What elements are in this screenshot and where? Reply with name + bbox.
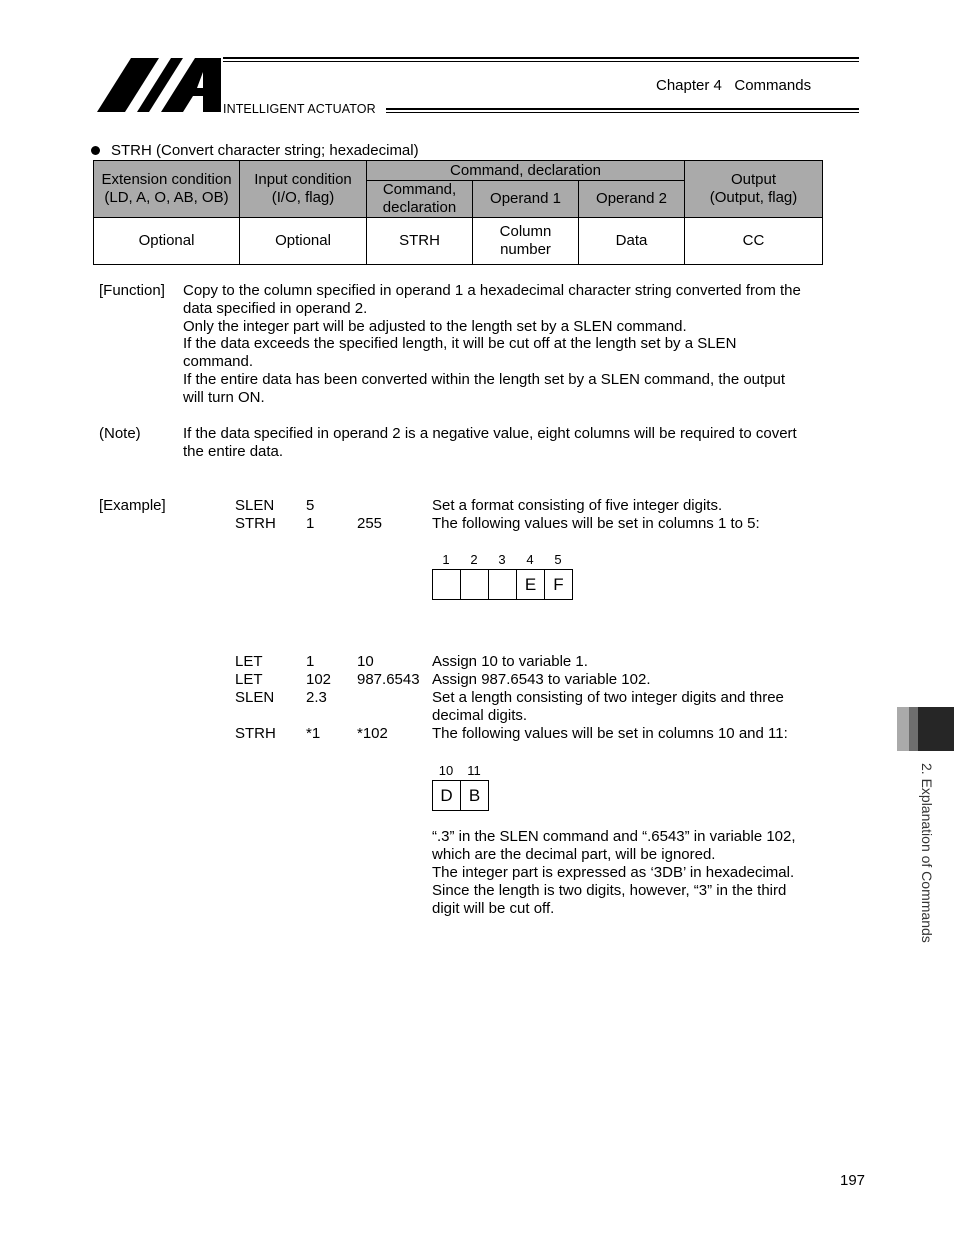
operand1-header: Operand 1 xyxy=(473,181,579,218)
code-op2: *102 xyxy=(357,725,388,742)
code-line: STRH xyxy=(235,515,276,532)
column-numbers: 10 11 xyxy=(438,763,481,778)
header-rule xyxy=(386,108,859,110)
side-tab-marker xyxy=(897,707,909,751)
column-cell xyxy=(460,569,489,600)
code-op1: *1 xyxy=(306,725,321,742)
example-label: [Example] xyxy=(99,497,166,514)
side-tab-label: 2. Explanation of Commands xyxy=(919,763,935,943)
code-desc: Set a length consisting of two integer digits and three xyxy=(432,689,784,706)
operand1-value: Column number xyxy=(473,218,579,265)
code-line: LET xyxy=(235,653,263,670)
brand-name: INTELLIGENT ACTUATOR xyxy=(223,102,376,116)
column-cell: E xyxy=(516,569,545,600)
column-cell: B xyxy=(460,780,489,811)
operand2-value: Data xyxy=(579,218,685,265)
code-op1: 1 xyxy=(306,653,315,670)
code-line: STRH xyxy=(235,725,276,742)
note-label: (Note) xyxy=(99,425,141,442)
column-grid-2 xyxy=(432,763,489,811)
code-op1: 5 xyxy=(306,497,315,514)
code-op2: 10 xyxy=(357,653,374,670)
command-spec-table xyxy=(93,160,823,265)
column-cell: D xyxy=(432,780,461,811)
code-op2: 255 xyxy=(357,515,383,532)
code-desc: decimal digits. xyxy=(432,707,528,724)
bullet-icon xyxy=(91,146,100,155)
code-desc: Assign 987.6543 to variable 102. xyxy=(432,671,651,688)
output-header: Output (Output, flag) xyxy=(685,161,823,218)
side-tab-marker xyxy=(909,707,918,751)
extension-value: Optional xyxy=(94,218,240,265)
command-value: STRH xyxy=(367,218,473,265)
code-desc: The following values will be set in columns 10 and 11: xyxy=(432,725,788,742)
function-text: Copy to the column specified in operand 1 a hexadecimal character string converted from the data specified in operand 2. Only the integer part will be adjusted to the length set by a SLEN command. If the data exceeds the specified length, it will be cut off at the length set by a SLEN command. If the entire data has been converted within the length set by a SLEN command, the output will turn ON. xyxy=(183,282,801,406)
input-condition-header: Input condition (I/O, flag) xyxy=(240,161,367,218)
code-op2: 987.6543 xyxy=(357,671,420,688)
function-label: [Function] xyxy=(99,282,165,299)
page-number: 197 xyxy=(840,1172,866,1189)
column-cell xyxy=(488,569,517,600)
example-explanation: “.3” in the SLEN command and “.6543” in variable 102, which are the decimal part, will be ignored. The integer part is expressed as ‘3DB’ in hexadecimal. Since the length is two digits, however, “3” in the third digit will be cut off. xyxy=(432,828,796,917)
code-line: SLEN xyxy=(235,497,275,514)
code-op1: 2.3 xyxy=(306,689,327,706)
company-logo xyxy=(97,58,221,112)
code-desc: Assign 10 to variable 1. xyxy=(432,653,588,670)
column-numbers: 1 2 3 4 5 xyxy=(442,552,562,567)
command-header: Command, declaration xyxy=(367,181,473,218)
output-value: CC xyxy=(685,218,823,265)
header-rule xyxy=(223,57,859,59)
extension-condition-header: Extension condition (LD, A, O, AB, OB) xyxy=(94,161,240,218)
operand2-header: Operand 2 xyxy=(579,181,685,218)
section-title: STRH (Convert character string; hexadecimal) xyxy=(111,142,419,159)
note-text: If the data specified in operand 2 is a negative value, eight columns will be required to covert the entire data. xyxy=(183,425,797,460)
chapter-title: Chapter 4 Commands xyxy=(656,77,812,94)
header-rule xyxy=(386,112,859,113)
column-cell xyxy=(432,569,461,600)
command-declaration-group-header: Command, declaration xyxy=(367,161,685,181)
code-line: LET xyxy=(235,671,263,688)
column-grid-1 xyxy=(432,552,573,600)
header-rule xyxy=(223,61,859,62)
input-value: Optional xyxy=(240,218,367,265)
column-cell: F xyxy=(544,569,573,600)
code-desc: Set a format consisting of five integer digits. xyxy=(432,497,723,514)
code-op1: 102 xyxy=(306,671,332,688)
code-line: SLEN xyxy=(235,689,275,706)
code-op1: 1 xyxy=(306,515,315,532)
side-tab-marker xyxy=(918,707,954,751)
code-desc: The following values will be set in columns 1 to 5: xyxy=(432,515,760,532)
